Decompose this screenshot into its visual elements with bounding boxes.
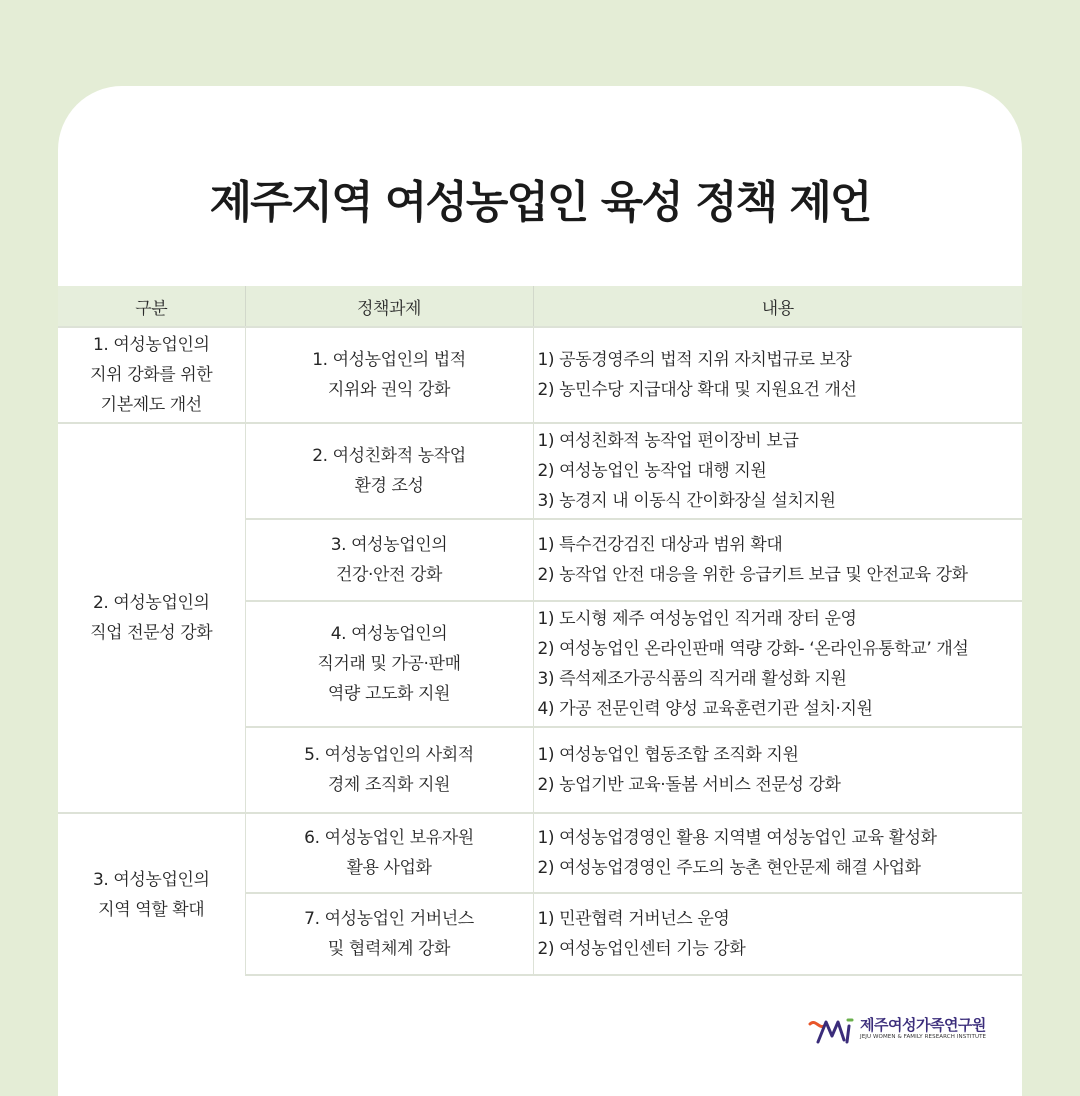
task-line: 5. 여성농업인의 사회적 [304, 745, 474, 765]
content-item: 4) 가공 전문인력 양성 교육훈련기관 설치·지원 [537, 699, 873, 719]
task-line: 7. 여성농업인 거버넌스 [304, 909, 474, 929]
content-item: 3) 즉석제조가공식품의 직거래 활성화 지원 [537, 669, 847, 689]
category-cell [58, 327, 245, 423]
task-line: 2. 여성친화적 농작업 [312, 446, 466, 466]
institute-name: 제주여성가족연구원 [860, 1016, 986, 1034]
header-category: 구분 [58, 286, 245, 327]
content-cell [533, 601, 1022, 727]
category-line: 기본제도 개선 [100, 395, 202, 415]
table-row [58, 327, 1022, 423]
task-cell [245, 813, 533, 893]
category-line: 3. 여성농업인의 [92, 869, 210, 890]
content-item: 2) 여성농업인센터 기능 강화 [537, 939, 746, 959]
task-cell [245, 519, 533, 601]
content-item: 2) 여성농업인 온라인판매 역량 강화- ‘온라인유통학교’ 개설 [537, 639, 969, 659]
content-item: 2) 여성농업인 농작업 대행 지원 [537, 461, 767, 481]
category-line: 지위 강화를 위한 [90, 365, 213, 385]
table-header-row [58, 286, 1022, 327]
institute-logo [808, 1012, 998, 1048]
task-line: 경제 조직화 지원 [327, 775, 451, 795]
policy-table [58, 286, 1022, 976]
page-title: 제주지역 여성농업인 육성 정책 제언 [209, 177, 871, 228]
institute-subtitle: JEJU WOMEN & FAMILY RESEARCH INSTITUTE [860, 1034, 987, 1040]
task-cell [245, 423, 533, 519]
content-cell [533, 813, 1022, 893]
content-item: 2) 농작업 안전 대응을 위한 응급키트 보급 및 안전교육 강화 [537, 565, 968, 585]
task-line: 직거래 및 가공·판매 [317, 654, 461, 674]
task-line: 활용 사업화 [346, 858, 432, 878]
task-line: 환경 조성 [354, 476, 424, 496]
task-line: 및 협력체계 강화 [327, 939, 451, 959]
task-line: 6. 여성농업인 보유자원 [304, 828, 474, 848]
task-line: 3. 여성농업인의 [330, 535, 448, 555]
content-cell [533, 519, 1022, 601]
content-cell [533, 727, 1022, 813]
header-task: 정책과제 [245, 286, 533, 327]
content-cell [533, 327, 1022, 423]
category-line: 지역 역할 확대 [98, 899, 205, 920]
task-cell [245, 893, 533, 975]
table-row [58, 423, 1022, 519]
content-item: 2) 여성농업경영인 주도의 농촌 현안문제 해결 사업화 [537, 858, 921, 878]
task-line: 건강·안전 강화 [335, 565, 443, 585]
content-cell [533, 423, 1022, 519]
category-line: 직업 전문성 강화 [90, 623, 213, 643]
category-line: 2. 여성농업인의 [92, 593, 210, 613]
table-row [58, 813, 1022, 893]
header-content: 내용 [533, 286, 1022, 327]
task-line: 지위와 권익 강화 [327, 380, 451, 400]
category-cell [58, 813, 245, 975]
institute-logo-icon [808, 1014, 856, 1046]
task-line: 4. 여성농업인의 [330, 624, 448, 644]
content-item: 2) 농업기반 교육·돌봄 서비스 전문성 강화 [537, 775, 841, 795]
content-item: 1) 도시형 제주 여성농업인 직거래 장터 운영 [537, 609, 857, 629]
content-item: 1) 여성친화적 농작업 편이장비 보급 [537, 431, 799, 451]
content-item: 3) 농경지 내 이동식 간이화장실 설치지원 [537, 491, 836, 511]
content-item: 1) 여성농업경영인 활용 지역별 여성농업인 교육 활성화 [537, 828, 937, 848]
content-item: 1) 여성농업인 협동조합 조직화 지원 [537, 745, 799, 765]
content-item: 1) 특수건강검진 대상과 범위 확대 [537, 535, 783, 555]
task-line: 1. 여성농업인의 법적 [312, 350, 466, 370]
task-line: 역량 고도화 지원 [327, 684, 451, 704]
content-item: 1) 공동경영주의 법적 지위 자치법규로 보장 [537, 350, 852, 370]
task-cell [245, 727, 533, 813]
task-cell [245, 601, 533, 727]
category-cell [58, 423, 245, 813]
content-item: 2) 농민수당 지급대상 확대 및 지원요건 개선 [537, 380, 857, 400]
content-cell [533, 893, 1022, 975]
category-line: 1. 여성농업인의 [92, 335, 210, 355]
task-cell [245, 327, 533, 423]
content-item: 1) 민관협력 거버넌스 운영 [537, 909, 730, 929]
